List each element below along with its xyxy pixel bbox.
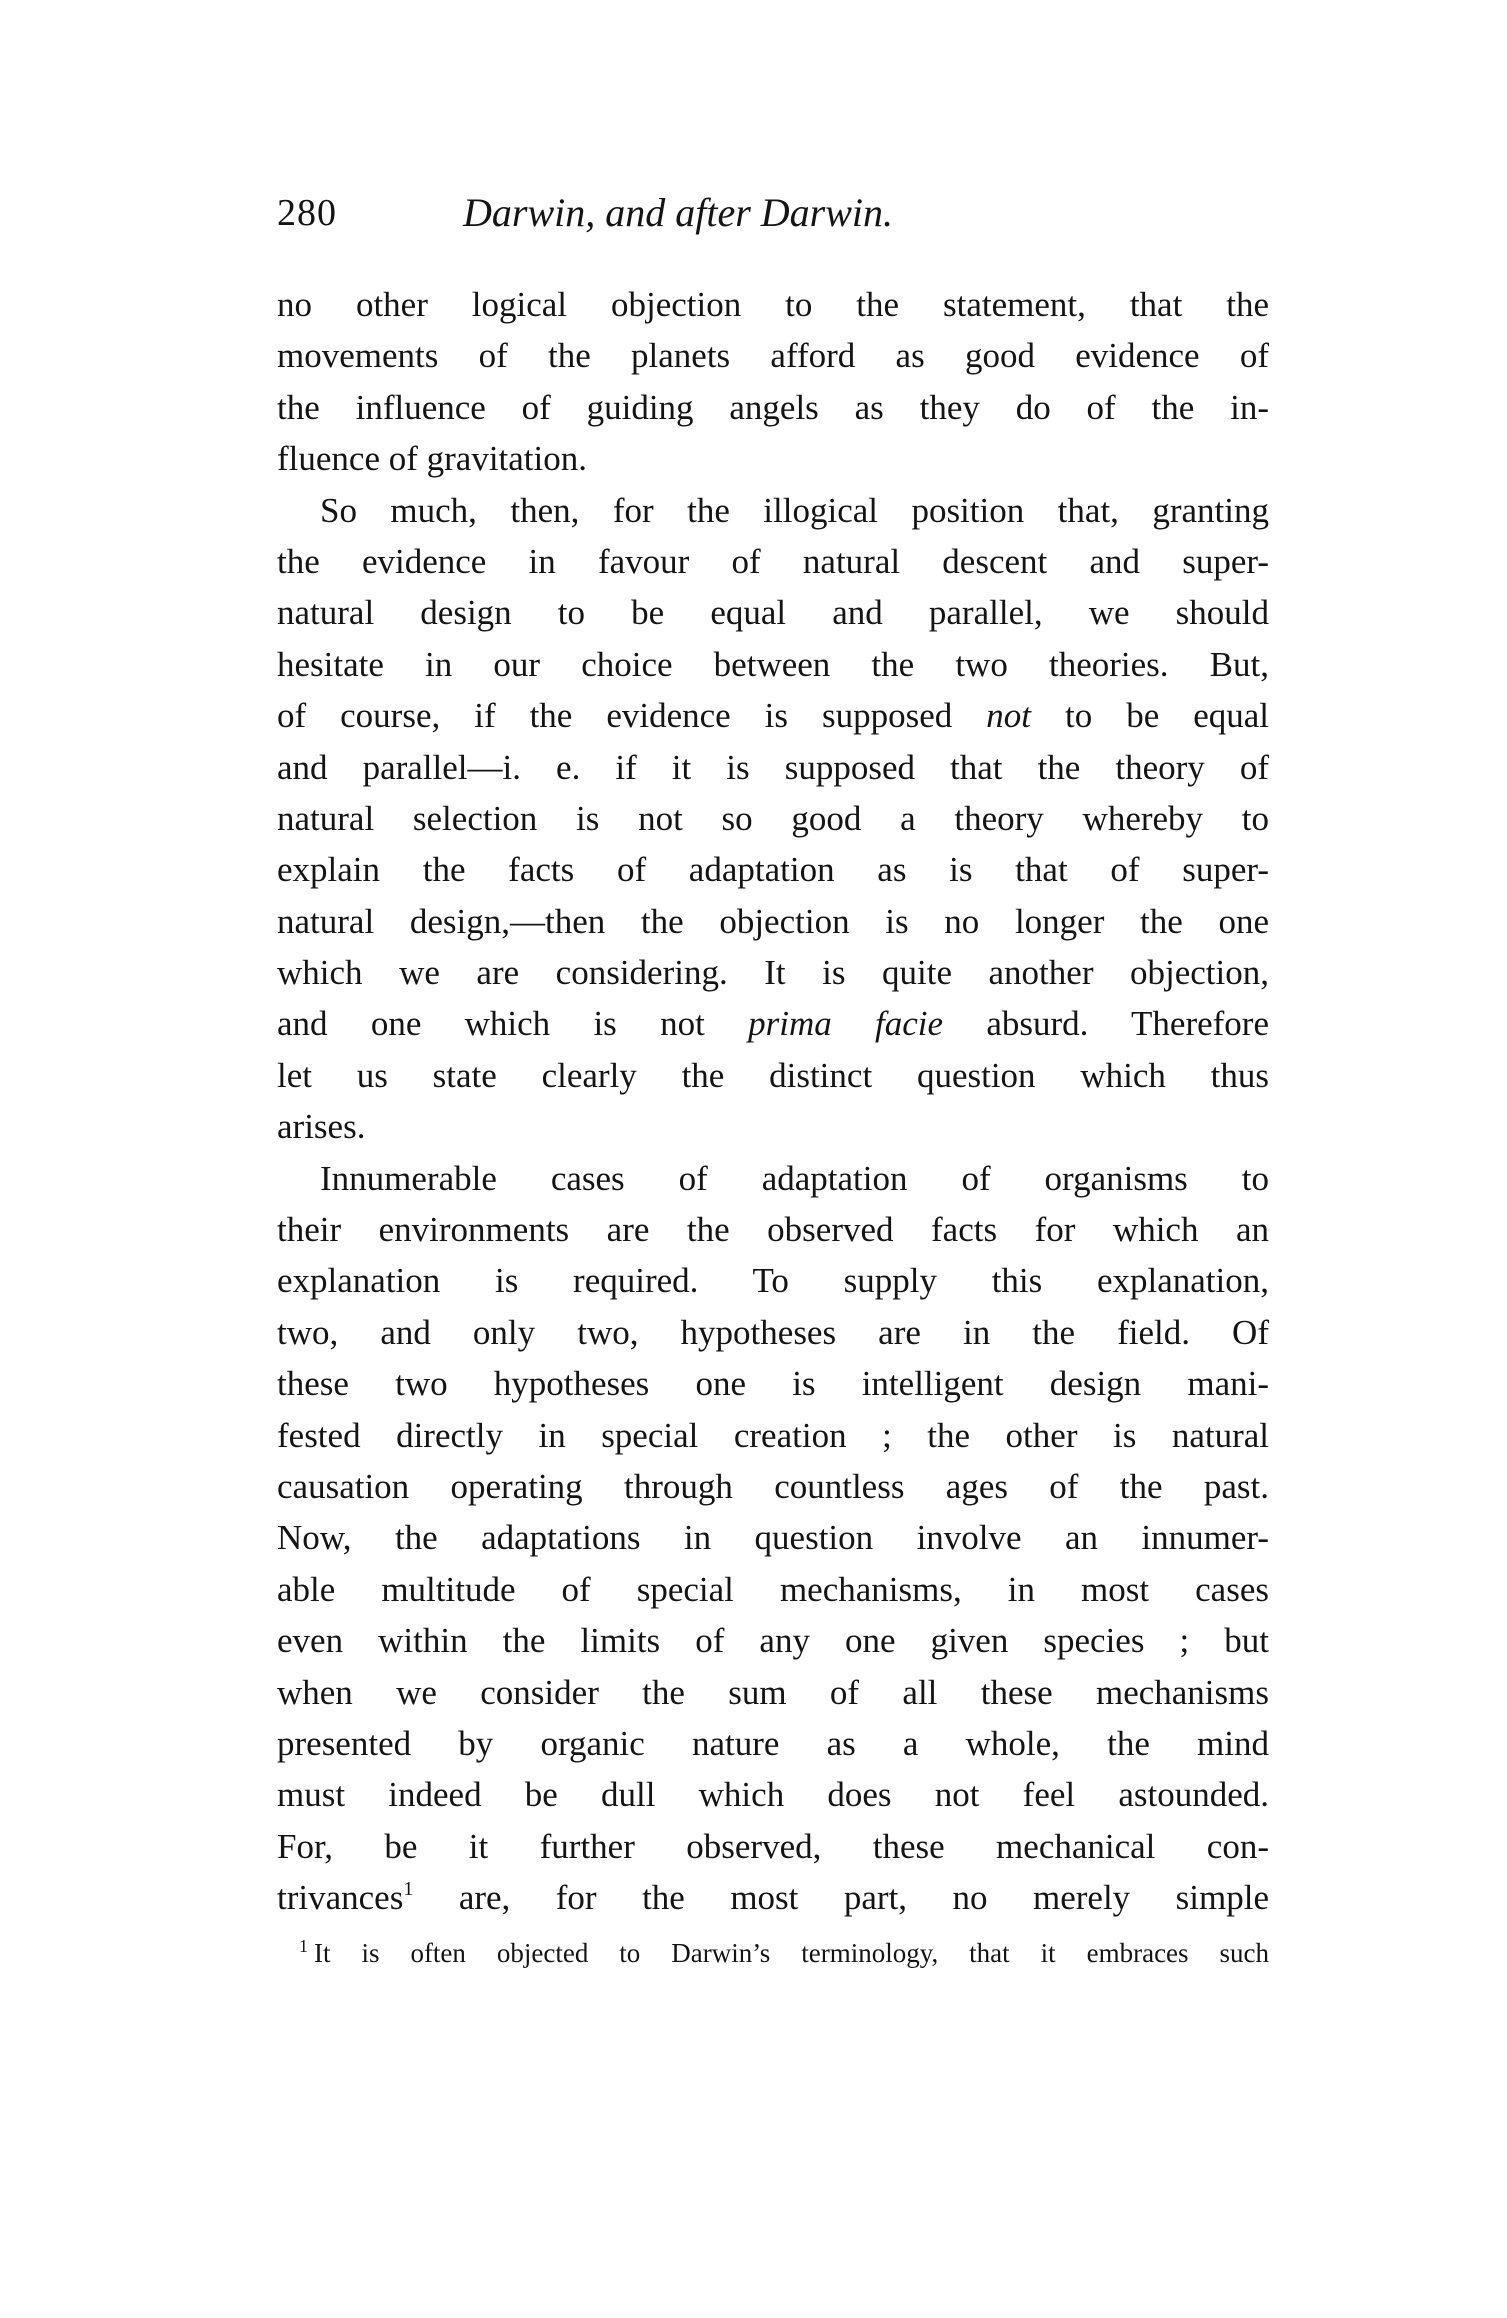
text-line-content: and parallel—i. e. if it is supposed that the theory of bbox=[277, 747, 1269, 787]
text-line-content: explanation is required. To supply this explanation, bbox=[277, 1261, 1269, 1301]
text-line bbox=[277, 1204, 1269, 1255]
text-line bbox=[277, 998, 1269, 1049]
text-line-content: movements of the planets afford as good evidence of bbox=[277, 336, 1269, 376]
text-line bbox=[277, 485, 1269, 536]
text-segment: and one which is not bbox=[277, 1004, 749, 1044]
text-line bbox=[277, 330, 1269, 381]
text-line bbox=[277, 1769, 1269, 1820]
text-line bbox=[277, 1307, 1269, 1358]
text-line bbox=[277, 793, 1269, 844]
text-line-content: So much, then, for the illogical position that, granting bbox=[320, 490, 1269, 530]
footnote bbox=[277, 1935, 1269, 1971]
text-line bbox=[277, 1153, 1269, 1204]
text-line-content: which we are considering. It is quite another objection, bbox=[277, 953, 1269, 993]
text-line-content: causation operating through countless ages of the past. bbox=[277, 1466, 1269, 1506]
text-line-content: the influence of guiding angels as they do of the in- bbox=[277, 387, 1269, 427]
text-segment: of course, if the evidence is supposed bbox=[277, 696, 987, 736]
text-line-content: must indeed be dull which does not feel astounded. bbox=[277, 1775, 1269, 1815]
text-line bbox=[277, 1872, 1269, 1923]
text-line-content: when we consider the sum of all these mechanisms bbox=[277, 1672, 1269, 1712]
text-line bbox=[277, 1615, 1269, 1666]
text-line-content: Now, the adaptations in question involve an innumer- bbox=[277, 1518, 1269, 1558]
text-line bbox=[277, 896, 1269, 947]
running-title: Darwin, and after Darwin. bbox=[463, 190, 894, 235]
text-line bbox=[277, 1512, 1269, 1563]
running-head bbox=[277, 188, 1267, 238]
text-line-content: fested directly in special creation ; the other is natural bbox=[277, 1415, 1269, 1455]
text-line bbox=[277, 1718, 1269, 1769]
text-line-content: even within the limits of any one given species ; but bbox=[277, 1621, 1269, 1661]
text-line bbox=[277, 690, 1269, 741]
text-line bbox=[277, 1821, 1269, 1872]
text-line-content: presented by organic nature as a whole, the mind bbox=[277, 1723, 1269, 1763]
footnote-reference[interactable]: 1 bbox=[403, 1878, 414, 1901]
text-line-content: natural selection is not so good a theory whereby to bbox=[277, 798, 1269, 838]
text-line bbox=[277, 639, 1269, 690]
text-line bbox=[277, 1667, 1269, 1718]
text-line-content: For, be it further observed, these mechanical con- bbox=[277, 1826, 1269, 1866]
italic-phrase: prima facie bbox=[748, 1004, 944, 1044]
text-line bbox=[277, 844, 1269, 895]
text-line bbox=[277, 1461, 1269, 1512]
text-line bbox=[277, 947, 1269, 998]
italic-phrase: not bbox=[986, 696, 1031, 736]
text-line bbox=[277, 1358, 1269, 1409]
text-line bbox=[277, 1050, 1269, 1101]
footnote-marker: 1 bbox=[299, 1936, 308, 1956]
text-line-content: natural design,—then the objection is no longer the one bbox=[277, 901, 1269, 941]
text-line bbox=[277, 1564, 1269, 1615]
body-text bbox=[277, 279, 1269, 1924]
text-line bbox=[277, 536, 1269, 587]
text-line bbox=[277, 1255, 1269, 1306]
text-line-content: the evidence in favour of natural descent and super- bbox=[277, 541, 1269, 581]
text-line-content: explain the facts of adaptation as is that of super- bbox=[277, 850, 1269, 890]
text-segment: absurd. Therefore bbox=[943, 1004, 1269, 1044]
text-line bbox=[277, 1410, 1269, 1461]
text-line-content: their environments are the observed facts for which an bbox=[277, 1210, 1269, 1250]
text-line-content: no other logical objection to the statement, that the bbox=[277, 285, 1269, 324]
text-segment: are, for the most part, no merely simple bbox=[413, 1878, 1269, 1918]
text-line bbox=[277, 587, 1269, 638]
text-line-content: hesitate in our choice between the two theories. But, bbox=[277, 644, 1269, 684]
text-line-content: these two hypotheses one is intelligent design mani- bbox=[277, 1364, 1269, 1404]
text-line-content: Innumerable cases of adaptation of organisms to bbox=[320, 1158, 1269, 1198]
text-line-content: two, and only two, hypotheses are in the field. Of bbox=[277, 1312, 1269, 1352]
footnote-text: It is often objected to Darwin’s terminology, that it embraces such bbox=[314, 1938, 1269, 1968]
text-line bbox=[277, 742, 1269, 793]
text-line bbox=[277, 1101, 1269, 1152]
text-segment: trivances bbox=[277, 1878, 404, 1918]
text-line-content: fluence of gravitation. bbox=[277, 439, 588, 479]
text-line bbox=[277, 382, 1269, 433]
text-line-content: able multitude of special mechanisms, in most cases bbox=[277, 1569, 1269, 1609]
text-line-content: let us state clearly the distinct question which thus bbox=[277, 1055, 1269, 1095]
text-segment: to be equal bbox=[1031, 696, 1270, 736]
text-line-content: natural design to be equal and parallel, we should bbox=[277, 593, 1269, 633]
text-line-content: arises. bbox=[277, 1107, 366, 1147]
text-line bbox=[277, 279, 1269, 330]
page-number: 280 bbox=[277, 192, 337, 234]
text-line bbox=[277, 433, 1269, 484]
